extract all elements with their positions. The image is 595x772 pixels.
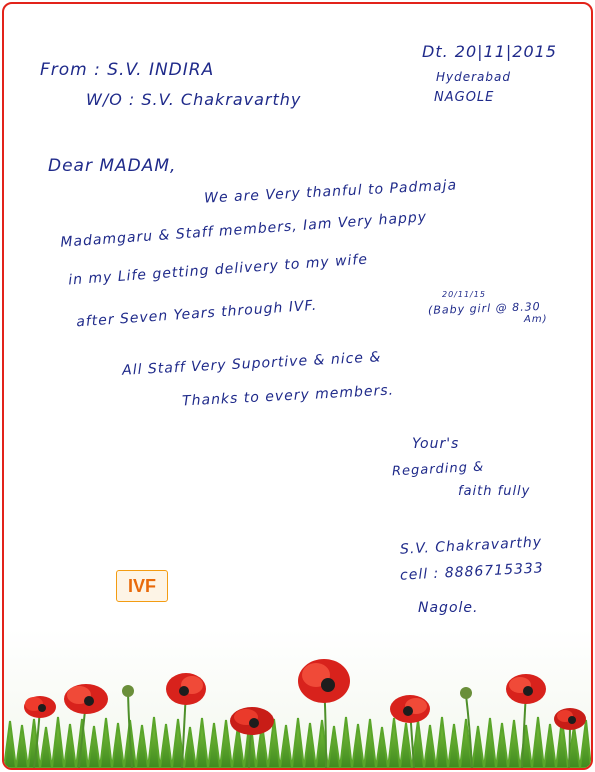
cell-number: cell : 8886715333	[399, 560, 545, 584]
ivf-badge: IVF	[116, 570, 168, 602]
body-line-1: We are Very thanful to Padmaja	[203, 177, 458, 207]
body-line-2: Madamgaru & Staff members, Iam Very happy	[59, 209, 428, 251]
baby-note: (Baby girl @ 8.30	[427, 300, 541, 317]
poppy-grass-banner	[4, 629, 591, 768]
from-line: From : S.V. INDIRA	[40, 60, 215, 80]
signature-name: S.V. Chakravarthy	[399, 534, 543, 558]
date-line: Dt. 20|11|2015	[422, 42, 557, 61]
salutation: Dear MADAM,	[48, 156, 177, 176]
body-line-4: after Seven Years through IVF.	[75, 297, 318, 331]
body-line-5: All Staff Very Suportive & nice &	[121, 349, 382, 379]
body-line-3: in my Life getting delivery to my wife	[67, 251, 369, 289]
testimonial-letter	[2, 2, 593, 770]
wife-of-line: W/O : S.V. Chakravarthy	[86, 90, 302, 109]
city-line: Hyderabad	[436, 70, 511, 84]
closing-regards: Regarding &	[391, 459, 485, 480]
place-line: Nagole.	[418, 600, 479, 616]
closing-faithfully: faith fully	[458, 484, 531, 499]
baby-time: Am)	[524, 314, 548, 325]
area-line: NAGOLE	[434, 90, 495, 105]
body-line-6: Thanks to every members.	[181, 382, 395, 410]
closing-yours: Your's	[412, 436, 460, 452]
baby-date: 20/11/15	[442, 290, 486, 299]
